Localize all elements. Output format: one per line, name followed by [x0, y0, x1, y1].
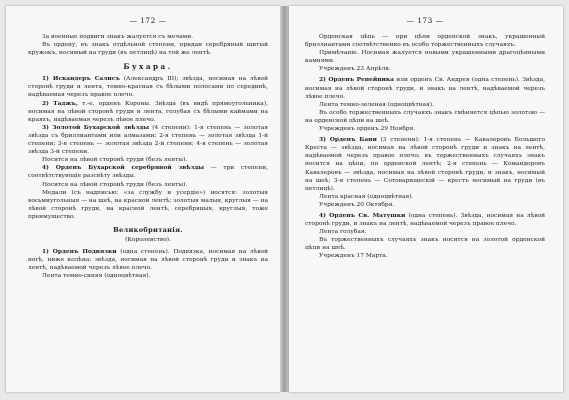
order-note: Лента темно-синяя (одноцвѣтная). [42, 273, 151, 280]
order-title: 4) Орденъ Св. Матушки [319, 211, 406, 219]
order-entry [28, 75, 268, 99]
order-title: 3) Орденъ Бани [319, 136, 377, 144]
order-entry [305, 76, 545, 100]
left-page-content [28, 16, 268, 280]
right-page-content [305, 16, 545, 261]
order-text: (одна степень). Подвязка, носимая на лѣвой ногѣ, ниже колѣна; звѣзда, носимая на лѣвой сторонѣ груди и знакъ на лентѣ, надѣваемой черезъ лѣвое плечо. [28, 249, 269, 272]
order-entry [28, 124, 268, 156]
order-text: — три степени, соотвѣтствующіе разсвѣту звѣзды. [28, 165, 269, 180]
order-title: 3) Золотой Бухарской звѣзды [42, 123, 150, 131]
order-text: (3 степени): 1-я степень — Кавалеровъ Большого Креста — звѣзда, носимая на лѣвой сторонѣ груди и знакъ на лентѣ, надѣваемой черезъ правое плечо; въ торжественныхъ случаяхъ знакъ носится на цѣпи, по орденской лентѣ; 2-я степень — Командоровъ Кавалеровъ — звѣзда, носимая на лѣвой сторонѣ груди, и знакъ, носимый на шеѣ; 3-я степень — Сотоварищескій — крестъ носимый на груди (въ петлицѣ). [305, 137, 545, 192]
order-title: 1) Искандеръ Салисъ [42, 75, 120, 83]
paragraph: За военные подвиги знакъ жалуется съ мечами. [42, 34, 194, 40]
right-page [289, 6, 563, 392]
note-paragraph: Примѣчаніе. Носимая жалуется новыми украшенными драгоцѣнными камнями. [305, 50, 545, 65]
page-number-left: — 172 — [129, 16, 167, 25]
order-text: т.-е. орденъ Короны. Звѣзда (въ видѣ прямоугольника), носимая на лѣвой сторонѣ груди и лента, голубая съ бѣлыми каймами на краяхъ, надѣваемая черезъ лѣвое плечо. [28, 100, 268, 123]
founded-date: Учрежденъ 23 Апрѣля. [319, 66, 391, 73]
section-heading-britain: Великобританія. [113, 225, 183, 234]
order-entry [28, 164, 268, 180]
founded-date: Учрежденъ 20 Октября. [319, 201, 395, 208]
order-entry [28, 100, 268, 124]
order-note: Въ торжественныхъ случаяхъ знакъ носится на золотой орденской цѣпи на шеѣ. [305, 237, 545, 252]
order-note: Лента красная (одноцвѣтная). [319, 193, 414, 200]
order-text: (4 степени): 1-я степень — золотая звѣзда съ бриллиантами или алмазами; 2-я степень — золотая звѣзда 1-й степени; 3-я степень — золотая звѣзда 2-й степени; 4-я степень — золотая звѣзда 3-й степени. [28, 124, 269, 156]
book-gutter [280, 6, 289, 392]
founded-date: Учрежденъ орденъ 29 Ноября. [319, 126, 416, 133]
paragraph: Въ ордену, въ знакъ отдѣльной степени, придан серебряный шитый кружокъ, носимый на груди (въ петлицѣ) на той же лентѣ. [28, 42, 268, 57]
order-text: (Александръ III); звѣзда, носимая на лѣвой сторонѣ груди и лента, темно-красная съ бѣлыми полосами по серединѣ, надѣваемая черезъ правое плечо. [28, 76, 269, 99]
paragraph: Орденская цѣпь — при цѣпи орденской знакъ, украшенный бриллиантами соотвѣтственно въ особо торжественныхъ случаяхъ. [305, 34, 545, 49]
order-note: Лента темно-зеленая (одноцвѣтная). [319, 101, 434, 108]
order-text: или орденъ Св. Андрея (одна степень). Звѣзда, носимая на лѣвой сторонѣ груди, и знакъ на лентѣ, надѣваемой черезъ лѣвое плечо. [305, 77, 545, 100]
order-title: 4) Орденъ Бухарской серебряной звѣзды [42, 164, 205, 172]
order-note: Лента голубая. [319, 229, 367, 236]
medals-paragraph: Медали (съ надписью: «за службу и усердіе») носятся: золотыя восьмиугольныя — на шеѣ, на красной лентѣ; золотыя малыя, круглыя — на лѣвой сторонѣ груди, на красной лентѣ, серебряныя, круглыя, тоже преимущество. [28, 189, 268, 220]
order-entry [305, 136, 545, 193]
order-note: Носится на лѣвой сторонѣ груди (безъ ленты). [42, 181, 188, 188]
order-entry [305, 212, 545, 228]
order-text: (одна степень). Звѣзда, носимая на лѣвой сторонѣ груди, и знакъ на лентѣ, надѣваемой черезъ правое плечо. [305, 212, 545, 228]
order-title: 2) Таджъ, [42, 99, 78, 107]
section-heading-bukhara: Бухара. [123, 62, 173, 72]
founded-date: Учрежденъ 17 Марта. [319, 253, 388, 260]
section-subheading-britain: (Королевство). [125, 236, 171, 243]
order-title: 1) Орденъ Подвязки [42, 248, 117, 256]
order-title: 2) Орденъ Репейника [319, 76, 394, 84]
order-note: Носится на лѣвой сторонѣ груди (безъ ленты). [42, 157, 188, 164]
left-page [6, 6, 280, 392]
order-note: Въ особо торжественныхъ случаяхъ знакъ смѣняется цѣпью золотою — на орденской цѣпи на шеѣ. [305, 109, 545, 124]
page-number-right: — 173 — [406, 16, 444, 25]
order-entry [28, 248, 268, 272]
